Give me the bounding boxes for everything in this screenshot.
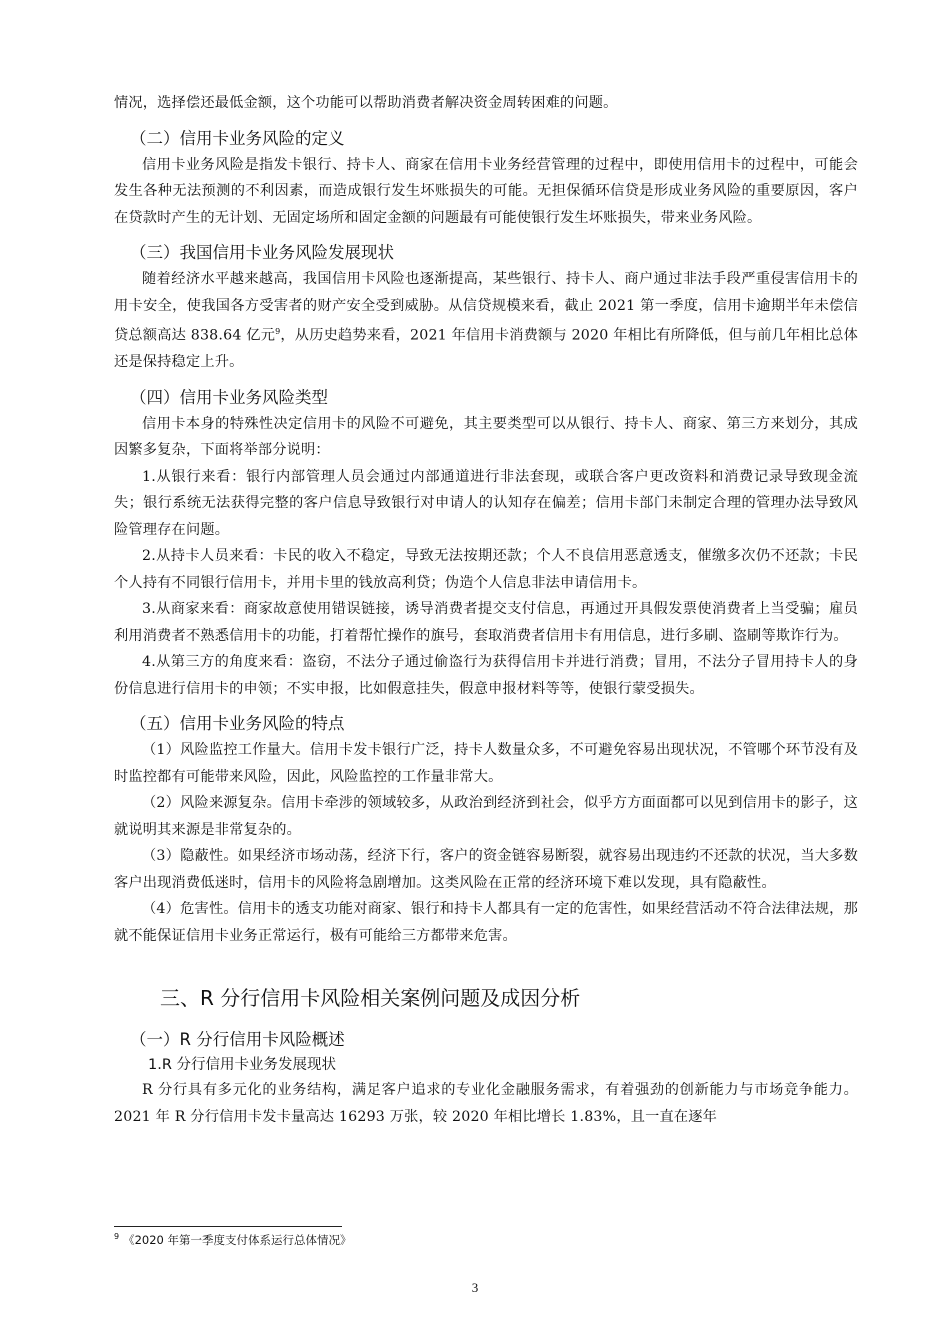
list-item-merchant: 3.从商家来看：商家故意使用错误链接，诱导消费者提交支付信息，再通过开具假发票使消费者上当受骗；雇员利用消费者不熟悉信用卡的功能，打着帮忙操作的旗号，套取消费者信用卡有用信息，进行多刷、盗刷等欺诈行为。 xyxy=(114,601,858,644)
page-number: 3 xyxy=(471,1280,479,1295)
footnote-separator xyxy=(114,1226,342,1227)
list-item-cardholder: 2.从持卡人员来看：卡民的收入不稳定，导致无法按期还款；个人不良信用恶意透支，催缴多次仍不还款；卡民个人持有不同银行信用卡，并用卡里的钱放高利贷；伪造个人信息非法申请信用卡。 xyxy=(114,548,858,591)
feature-item-3: （3）隐蔽性。如果经济市场动荡，经济下行，客户的资金链容易断裂，就容易出现违约不还款的状况，当大多数客户出现消费低迷时，信用卡的风险将急剧增加。这类风险在正常的经济环境下难以发现，具有隐蔽性。 xyxy=(114,848,858,891)
footnote xyxy=(114,1232,352,1248)
footnote-mark: 9 xyxy=(114,1232,120,1242)
page-content xyxy=(114,90,858,1130)
paragraph-definition: 信用卡业务风险是指发卡银行、持卡人、商家在信用卡业务经营管理的过程中，即使用信用卡的过程中，可能会发生各种无法预测的不利因素，而造成银行发生坏账损失的可能。无担保循环信贷是形成业务风险的重要原因，客户在贷款时产生的无计划、无固定场所和固定金额的问题最有可能使银行发生坏账损失，带来业务风险。 xyxy=(114,156,858,226)
paragraph-status-part1: 随着经济水平越来越高，我国信用卡风险也逐渐提高，某些银行、持卡人、商户通过非法手段严重侵害信用卡的用卡安全，使我国各方受害者的财产安全受到威胁。从信贷规模来看，截止 2021 第一季度，信用卡逾期半年未偿信贷总额高达 838.64 亿元 xyxy=(114,271,858,344)
section-heading-types: （四）信用卡业务风险类型 xyxy=(130,387,328,407)
section-heading-definition: （二）信用卡业务风险的定义 xyxy=(130,128,345,148)
paragraph-development: R 分行具有多元化的业务结构，满足客户追求的专业化金融服务需求，有着强劲的创新能力与市场竞争能力。2021 年 R 分行信用卡发卡量高达 16293 万张，较 2020 年相比增长 1.83%，且一直在逐年 xyxy=(114,1082,858,1125)
section-heading-features: （五）信用卡业务风险的特点 xyxy=(130,714,345,734)
chapter-heading: 三、R 分行信用卡风险相关案例问题及成因分析 xyxy=(160,986,581,1011)
paragraph-status-part2: ，从历史趋势来看，2021 年信用卡消费额与 2020 年相比有所降低，但与前几年相比总体还是保持稳定上升。 xyxy=(114,327,858,371)
section-heading-overview: （一）R 分行信用卡风险概述 xyxy=(130,1030,345,1050)
list-item-bank: 1.从银行来看：银行内部管理人员会通过内部通道进行非法套现，或联合客户更改资料和消费记录导致现金流失；银行系统无法获得完整的客户信息导致银行对申请人的认知存在偏差；信用卡部门未制定合理的管理办法导致风险管理存在问题。 xyxy=(114,468,858,538)
paragraph-status xyxy=(114,266,858,376)
footnote-reference: 9 xyxy=(275,327,281,336)
paragraph-types-intro: 信用卡本身的特殊性决定信用卡的风险不可避免，其主要类型可以从银行、持卡人、商家、第三方来划分，其成因繁多复杂，下面将举部分说明： xyxy=(114,415,858,459)
subsection-heading-development: 1.R 分行信用卡业务发展现状 xyxy=(148,1057,337,1074)
feature-item-1: （1）风险监控工作量大。信用卡发卡银行广泛，持卡人数量众多，不可避免容易出现状况，不管哪个环节没有及时监控都有可能带来风险，因此，风险监控的工作量非常大。 xyxy=(114,742,858,785)
section-heading-status: （三）我国信用卡业务风险发展现状 xyxy=(130,243,394,262)
paragraph-continued: 情况，选择偿还最低金额，这个功能可以帮助消费者解决资金周转困难的问题。 xyxy=(114,95,618,111)
feature-item-4: （4）危害性。信用卡的透支功能对商家、银行和持卡人都具有一定的危害性，如果经营活动不符合法律法规，那就不能保证信用卡业务正常运行，极有可能给三方都带来危害。 xyxy=(114,901,858,944)
feature-item-2: （2）风险来源复杂。信用卡牵涉的领域较多，从政治到经济到社会，似乎方方面面都可以见到信用卡的影子，这就说明其来源是非常复杂的。 xyxy=(114,795,858,838)
list-item-third-party: 4.从第三方的角度来看：盗窃，不法分子通过偷盗行为获得信用卡并进行消费；冒用，不法分子冒用持卡人的身份信息进行信用卡的申领；不实申报，比如假意挂失，假意申报材料等等，使银行蒙受损失。 xyxy=(114,654,858,697)
footnote-text: 《2020 年第一季度支付体系运行总体情况》 xyxy=(123,1233,352,1247)
